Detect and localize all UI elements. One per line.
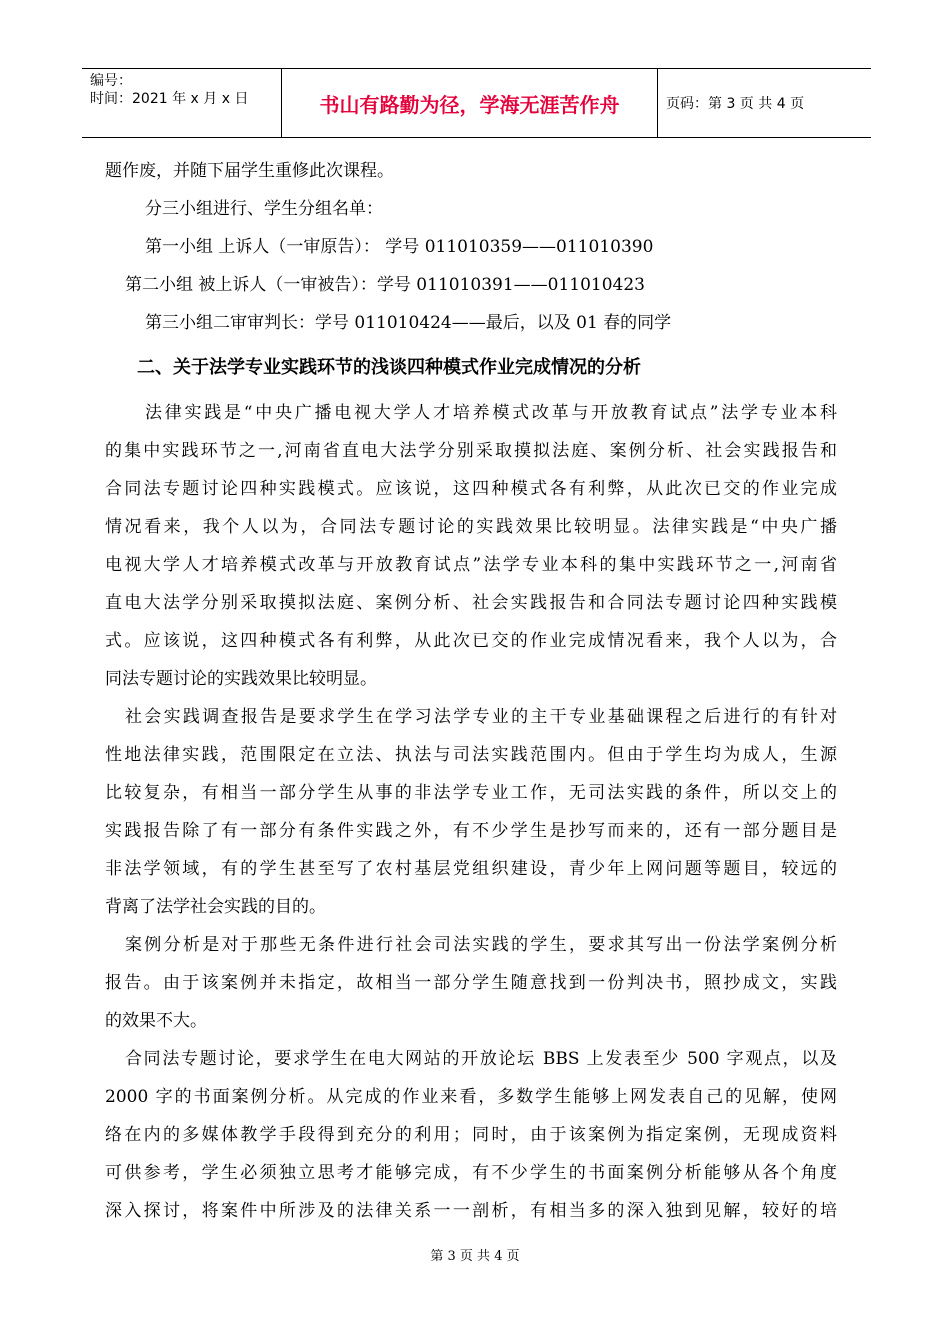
paragraph-line: 合同法专题讨论四种实践模式。应该说，这四种模式各有利弊，从此次已交的作业完成 [105,479,837,499]
group-two: 第二小组 被上诉人（一审被告）：学号 011010391——011010423 [125,275,645,295]
group-one: 第一小组 上诉人（一审原告）： 学号 011010359——011010390 [145,237,654,257]
header-date: 时间：2021 年 x 月 x 日 [90,91,249,107]
paragraph-line: 络在内的多媒体教学手段得到充分的利用；同时，由于该案例为指定案例，无现成资料 [105,1125,837,1145]
paragraph-line: 实践报告除了有一部分有条件实践之外，有不少学生是抄写而来的，还有一部分题目是 [105,821,837,841]
paragraph-line: 的集中实践环节之一,河南省直电大法学分别采取摸拟法庭、案例分析、社会实践报告和 [105,441,837,461]
paragraph-line: 报告。由于该案例并未指定，故相当一部分学生随意找到一份判决书，照抄成文，实践 [105,973,837,993]
paragraph-line: 深入探讨，将案件中所涉及的法律关系一一剖析，有相当多的深入独到见解，较好的培 [105,1201,837,1221]
text-line: 分三小组进行、学生分组名单： [145,199,383,219]
paragraph-line: 电视大学人才培养模式改革与开放教育试点”法学专业本科的集中实践环节之一,河南省 [105,555,837,575]
paragraph-line: 的效果不大。 [105,1011,207,1031]
header-number: 编号： [90,73,132,89]
paragraph-line: 式。应该说，这四种模式各有利弊，从此次已交的作业完成情况看来，我个人以为，合 [105,631,837,651]
paragraph-line: 案例分析是对于那些无条件进行社会司法实践的学生，要求其写出一份法学案例分析 [125,935,837,955]
document-body [105,152,837,1230]
section-heading: 二、关于法学专业实践环节的浅谈四种模式作业完成情况的分析 [137,357,641,378]
paragraph-line: 法律实践是“中央广播电视大学人才培养模式改革与开放教育试点”法学专业本科 [145,403,837,423]
paragraph-line: 情况看来，我个人以为，合同法专题讨论的实践效果比较明显。法律实践是“中央广播 [105,517,837,537]
text-line: 题作废，并随下届学生重修此次课程。 [105,161,394,181]
paragraph-line: 背离了法学社会实践的目的。 [105,897,326,917]
header-meta [82,69,282,137]
paragraph-line: 比较复杂，有相当一部分学生从事的非法学专业工作，无司法实践的条件，所以交上的 [105,783,837,803]
paragraph-line: 非法学领域，有的学生甚至写了农村基层党组织建设，青少年上网问题等题目，较远的 [105,859,837,879]
paragraph-line: 合同法专题讨论，要求学生在电大网站的开放论坛 BBS 上发表至少 500 字观点，以及 [125,1049,837,1069]
paragraph-line: 可供参考，学生必须独立思考才能够完成，有不少学生的书面案例分析能够从各个角度 [105,1163,837,1183]
paragraph-line: 同法专题讨论的实践效果比较明显。 [105,669,377,689]
header-motto: 书山有路勤为径，学海无涯苦作舟 [282,69,658,137]
paragraph-line: 性地法律实践，范围限定在立法、执法与司法实践范围内。但由于学生均为成人，生源 [105,745,837,765]
paragraph-line: 2000 字的书面案例分析。从完成的作业来看，多数学生能够上网发表自己的见解，使网 [105,1087,837,1107]
page-footer: 第 3 页 共 4 页 [430,1249,520,1264]
group-three: 第三小组二审审判长：学号 011010424——最后，以及 01 春的同学 [145,313,672,333]
header-page-number: 页码：第 3 页 共 4 页 [666,96,805,112]
page-header [82,68,871,138]
paragraph-line: 直电大法学分别采取摸拟法庭、案例分析、社会实践报告和合同法专题讨论四种实践模 [105,593,837,613]
paragraph-line: 社会实践调查报告是要求学生在学习法学专业的主干专业基础课程之后进行的有针对 [125,707,837,727]
